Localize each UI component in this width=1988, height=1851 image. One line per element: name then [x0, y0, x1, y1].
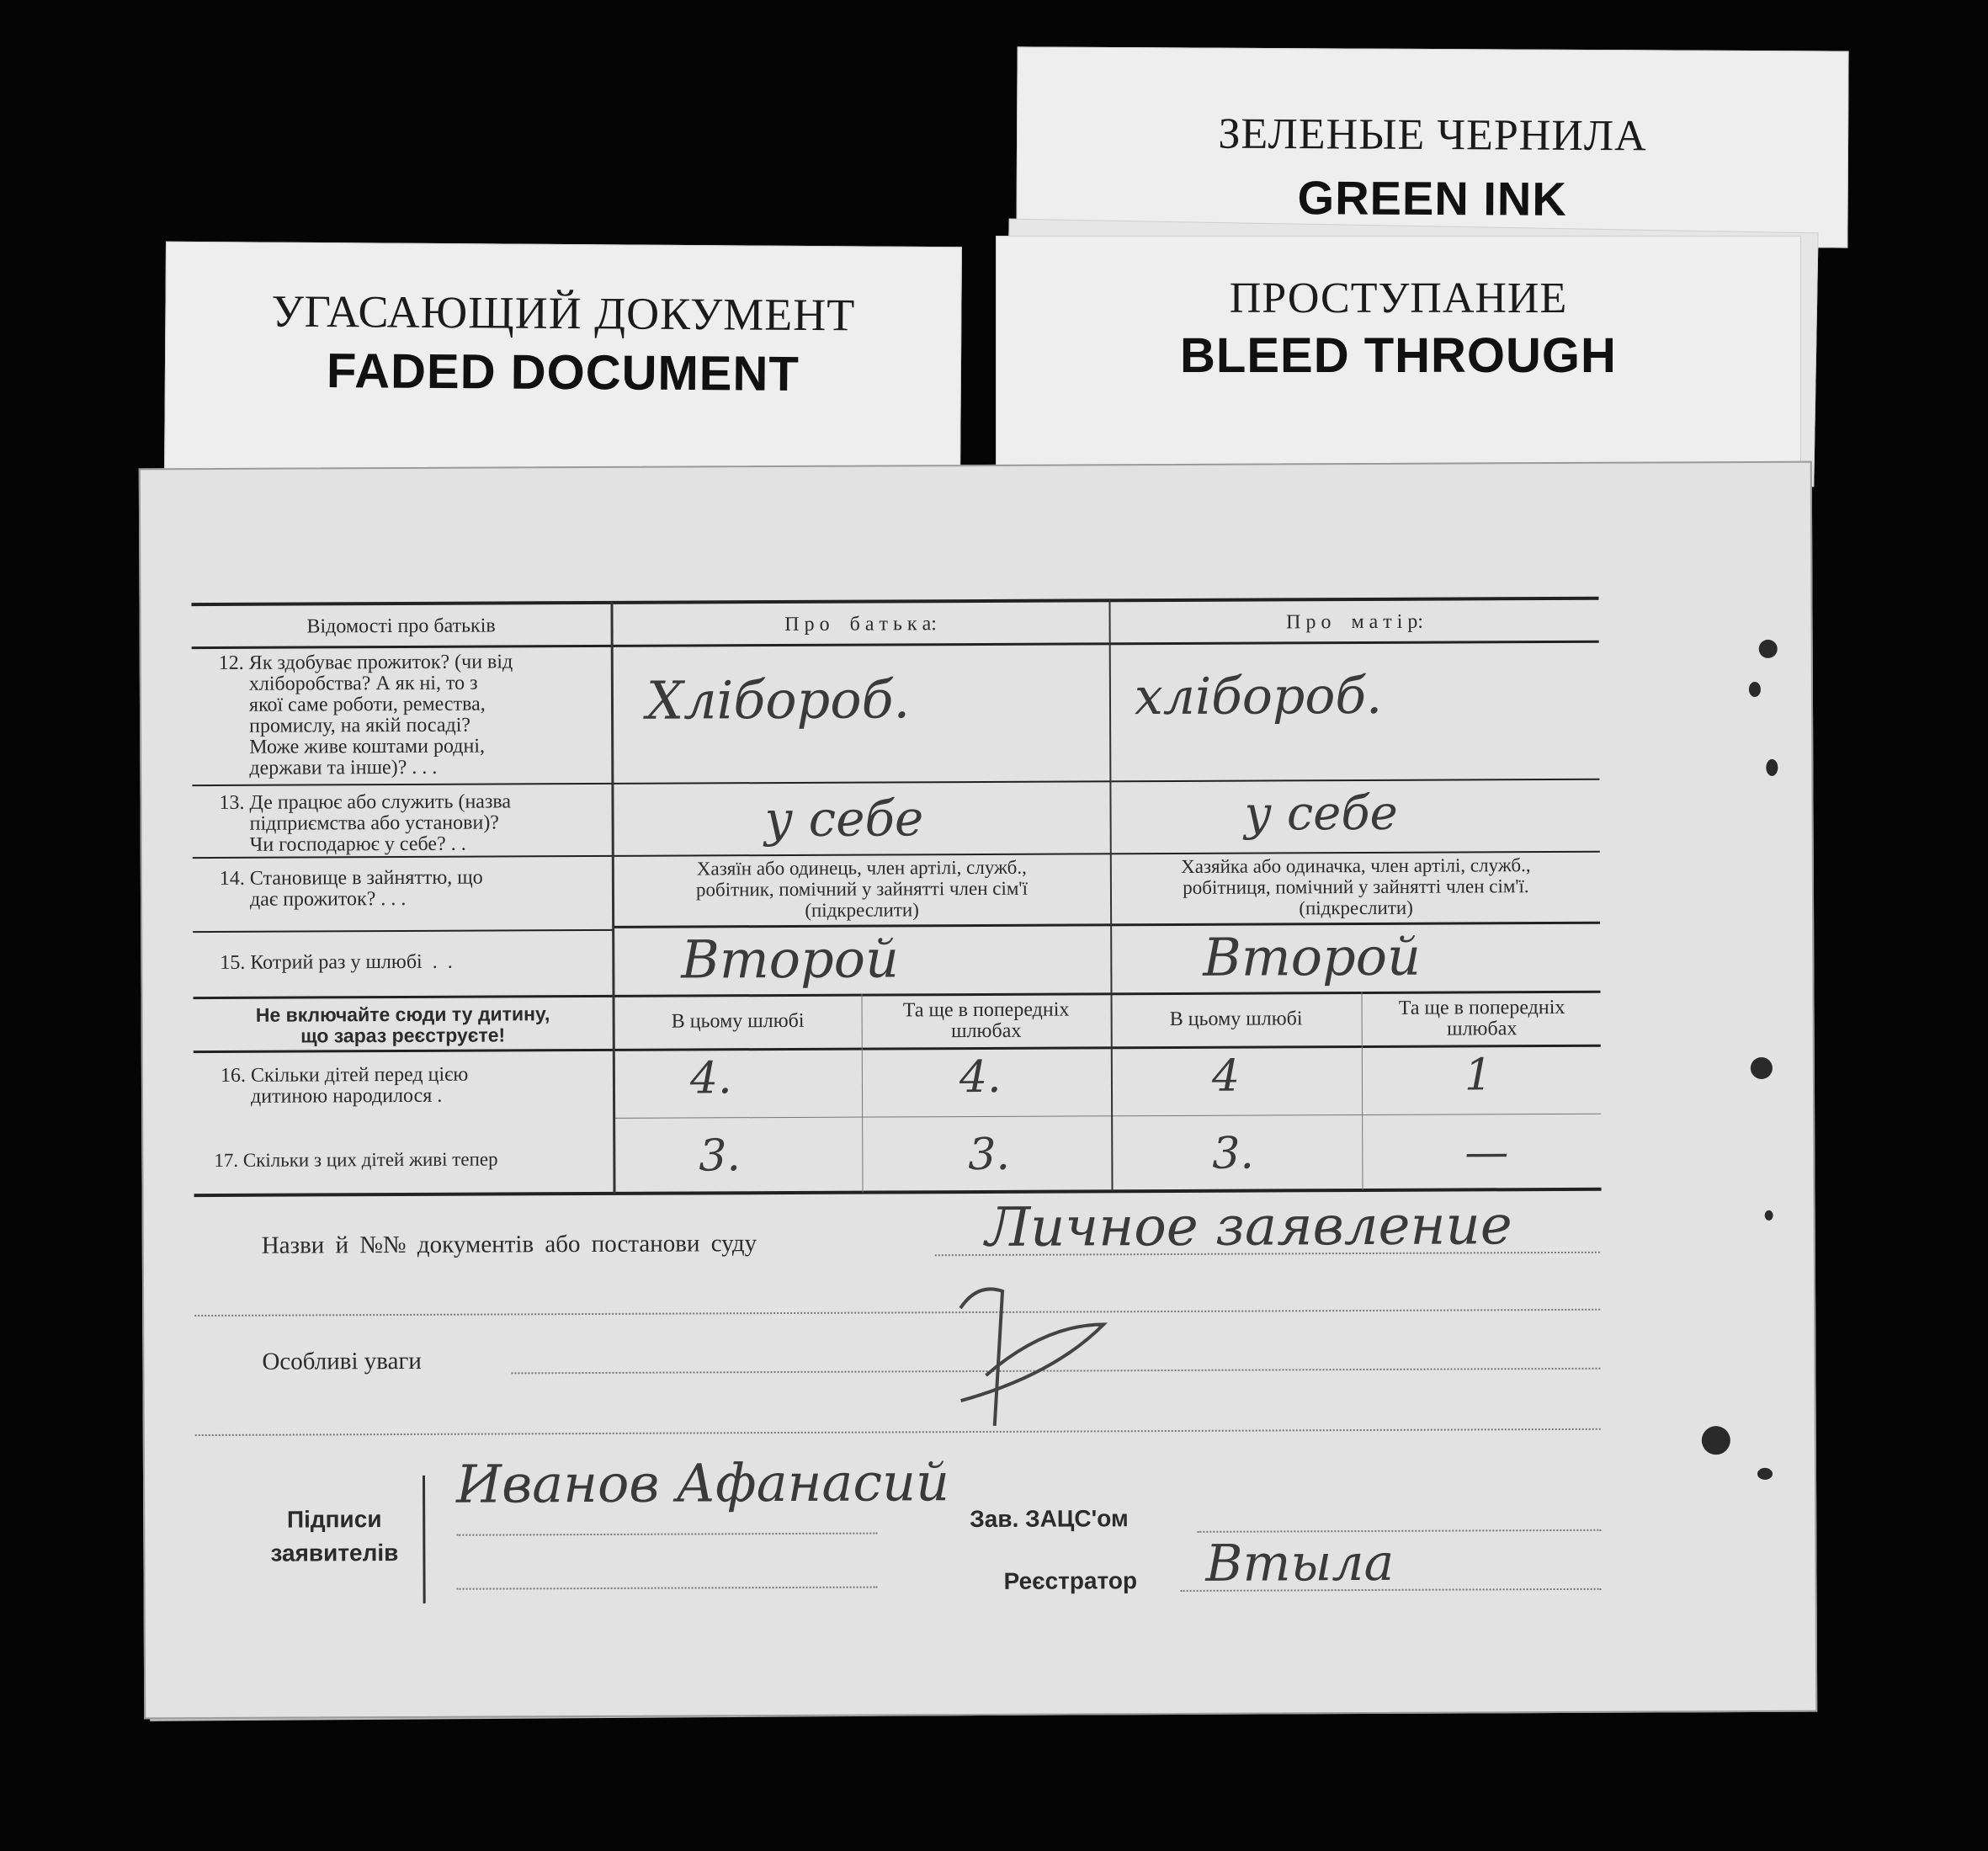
documents-dotted-line-2: [194, 1309, 1600, 1316]
mother-this-marriage-header: В цьому шлюбі: [1169, 1008, 1303, 1031]
row-rule: [614, 922, 1600, 928]
zags-head-signature-line: [1197, 1529, 1601, 1533]
punch-hole: [1765, 1210, 1773, 1221]
punch-hole: [1749, 682, 1761, 697]
row-rule: [192, 779, 1599, 786]
punch-hole: [1759, 640, 1778, 658]
father-employment-line: (підкреслити): [805, 899, 919, 921]
question-16: [221, 1064, 608, 1108]
question-13-line: підприємства або установи)?: [249, 811, 499, 835]
father-previous-marriages-header: [864, 999, 1109, 1042]
mother-employment-options: [1112, 854, 1600, 920]
mother-employment-line: (підкреслити): [1299, 896, 1413, 919]
row-rule: [193, 929, 614, 933]
label-card-faded-document: [164, 242, 962, 485]
registrar-signature: Втыла: [1205, 1533, 1395, 1593]
documents-handwritten: Личное заявление: [985, 1194, 1512, 1259]
row-rule: [614, 1114, 1601, 1119]
punch-hole: [1757, 1468, 1773, 1480]
documents-label: Назви й №№ документів або постанови суду: [261, 1230, 757, 1259]
mother-marriage-count-handwritten: Второй: [1203, 925, 1422, 988]
registration-form: [139, 461, 1817, 1720]
children-born-mother-previous: 1: [1464, 1050, 1493, 1101]
mother-employment-line: робітниця, помічний у зайнятті член сім'ї.: [1183, 875, 1529, 898]
question-12-line: Може живе коштами родні,: [249, 735, 486, 758]
question-13-line: Чи господарює у себе? . .: [249, 832, 466, 856]
label-card-bleed-through: [996, 236, 1801, 481]
header-rule: [192, 641, 1599, 649]
children-alive-father-this: 3.: [699, 1130, 742, 1182]
question-13-line: 13. Де працює або служить (назва: [219, 790, 512, 814]
remarks-label: Особливі уваги: [262, 1347, 422, 1375]
remarks-dotted-line-2: [195, 1428, 1601, 1436]
question-12-line: держави та інше)? . . .: [249, 756, 438, 779]
applicant-signature: Иванов Афанасий: [455, 1451, 950, 1515]
applicants-label-line: Підписи: [286, 1506, 382, 1533]
question-15: 15. Котрий раз у шлюбі . .: [220, 950, 453, 974]
children-born-father-previous: 4.: [959, 1051, 1002, 1104]
applicants-signatures-label: [254, 1503, 414, 1571]
children-born-mother-this: 4: [1211, 1050, 1241, 1102]
exclude-child-note-line: Не включайте сюди ту дитину,: [255, 1003, 550, 1026]
father-employment-line: робітник, помічний у зайнятті член сім'ї: [695, 877, 1028, 901]
question-12-line: промислу, на якій посаді?: [249, 714, 471, 737]
exclude-child-note-line: що зараз реєструєте!: [300, 1024, 506, 1047]
zags-head-label: Зав. ЗАЦС'ом: [970, 1505, 1129, 1533]
diagonal-strike-mark: [927, 1274, 1146, 1468]
mother-employment-line: Хазяйка або одиначка, член артілі, служб.,: [1181, 854, 1531, 877]
applicants-label-line: заявителів: [270, 1540, 399, 1566]
question-12-line: 12. Як здобуває прожиток? (чи від: [218, 651, 513, 674]
question-14-line: дає прожиток? . . .: [249, 887, 407, 911]
registrar-label: Реєстратор: [1003, 1567, 1138, 1594]
previous-marriages-line: Та ще в попередніх: [1398, 996, 1565, 1019]
question-16-line: 16. Скільки дітей перед цією: [220, 1063, 469, 1087]
punch-hole: [1751, 1057, 1773, 1079]
bleed-through-ru: ПРОСТУПАНИЕ: [1229, 274, 1568, 322]
father-workplace-handwritten: у себе: [764, 790, 924, 848]
green-ink-ru: ЗЕЛЕНЫЕ ЧЕРНИЛА: [1218, 109, 1647, 161]
mother-workplace-handwritten: у себе: [1244, 785, 1398, 842]
faded-document-ru: УГАСАЮЩИЙ ДОКУМЕНТ: [271, 285, 856, 341]
faded-document-en: FADED DOCUMENT: [326, 343, 800, 402]
question-14: [220, 867, 607, 911]
previous-marriages-line: Та ще в попередніх: [902, 998, 1070, 1022]
applicant-signature-line: [456, 1533, 877, 1536]
question-14-line: 14. Становище в зайняттю, що: [219, 866, 483, 890]
header-about-mother: П р о м а т і р:: [1286, 610, 1424, 634]
label-card-green-ink: [1016, 46, 1848, 247]
punch-hole: [1702, 1426, 1730, 1455]
green-ink-en: GREEN INK: [1297, 171, 1567, 226]
mother-occupation-handwritten: хлібороб.: [1134, 666, 1383, 727]
question-13: [219, 791, 606, 856]
father-occupation-handwritten: Хлібороб.: [646, 668, 911, 731]
father-this-marriage-header: В цьому шлюбі: [671, 1009, 805, 1033]
table-top-rule: [191, 597, 1598, 606]
father-employment-options: [615, 856, 1108, 922]
question-12: [219, 652, 607, 779]
question-12-line: якої саме роботи, ремества,: [248, 693, 486, 716]
question-17: 17. Скільки з цих дітей живі тепер: [214, 1148, 498, 1171]
question-16-line: дитиною народилося .: [250, 1084, 443, 1108]
exclude-child-note: [195, 1003, 611, 1047]
previous-marriages-line: шлюбах: [951, 1019, 1022, 1043]
applicant-signature-line-2: [457, 1587, 878, 1590]
previous-marriages-line: шлюбах: [1447, 1018, 1518, 1040]
header-about-father: П р о б а т ь к а:: [784, 613, 937, 636]
father-employment-line: Хазяїн або одинець, член артілі, служб.,: [696, 856, 1027, 880]
children-alive-father-previous: 3.: [968, 1129, 1011, 1181]
children-alive-mother-previous: —: [1464, 1127, 1509, 1178]
signature-bracket: [423, 1476, 426, 1604]
father-marriage-count-handwritten: Второй: [681, 928, 900, 991]
mother-previous-marriages-header: [1363, 997, 1601, 1040]
question-12-line: хліборобства? А як ні, то з: [248, 672, 478, 695]
bleed-through-en: BLEED THROUGH: [1180, 328, 1617, 383]
punch-hole: [1766, 759, 1778, 776]
header-parents-info: Відомості про батьків: [306, 614, 496, 638]
children-born-father-this: 4.: [689, 1053, 732, 1104]
children-alive-mother-this: 3.: [1212, 1128, 1255, 1179]
